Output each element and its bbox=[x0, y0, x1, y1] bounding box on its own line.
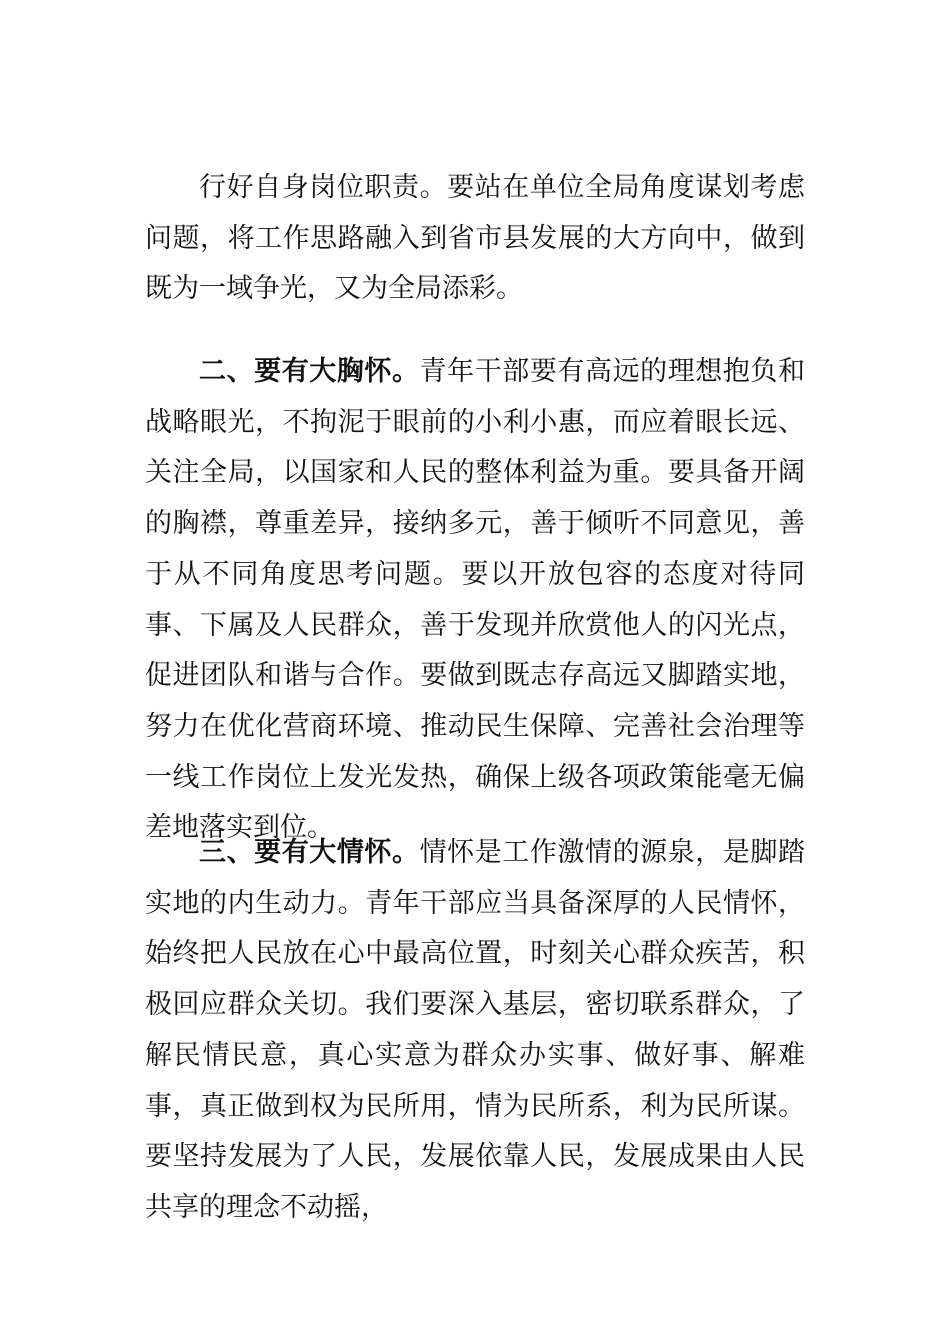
paragraph-text: 情怀是工作激情的源泉，是脚踏实地的内生动力。青年干部应当具备深厚的人民情怀，始终把人民放在心中最高位置，时刻关心群众疾苦，积极回应群众关切。我们要深入基层，密切联系群众，了解民情民意，真心实意为群众办实事、做好事、解难事，真正做到权为民所用，情为民所系，利为民所谋。要坚持发展为了人民，发展依靠人民，发展成果由人民共享的理念不动摇， bbox=[145, 837, 806, 1223]
paragraph-text: 行好自身岗位职责。要站在单位全局角度谋划考虑问题，将工作思路融入到省市县发展的大方向中，做到既为一域争光，又为全局添彩。 bbox=[145, 172, 805, 305]
paragraph-text: 青年干部要有高远的理想抱负和战略眼光，不拘泥于眼前的小利小惠，而应着眼长远、关注全局，以国家和人民的整体利益为重。要具备开阔的胸襟，尊重差异，接纳多元，善于倾听不同意见，善于从不同角度思考问题。要以开放包容的态度对待同事、下属及人民群众，善于发现并欣赏他人的闪光点，促进团队和谐与合作。要做到既志存高远又脚踏实地，努力在优化营商环境、推动民生保障、完善社会治理等一线工作岗位上发光发热，确保上级各项政策能毫无偏差地落实到位。 bbox=[145, 356, 806, 844]
paragraph-section-two bbox=[145, 347, 805, 854]
paragraph-section-three bbox=[145, 828, 805, 1234]
section-heading: 三、要有大情怀。 bbox=[199, 837, 420, 868]
section-heading: 二、要有大胸怀。 bbox=[199, 356, 420, 387]
paragraph-continuation bbox=[145, 163, 805, 315]
